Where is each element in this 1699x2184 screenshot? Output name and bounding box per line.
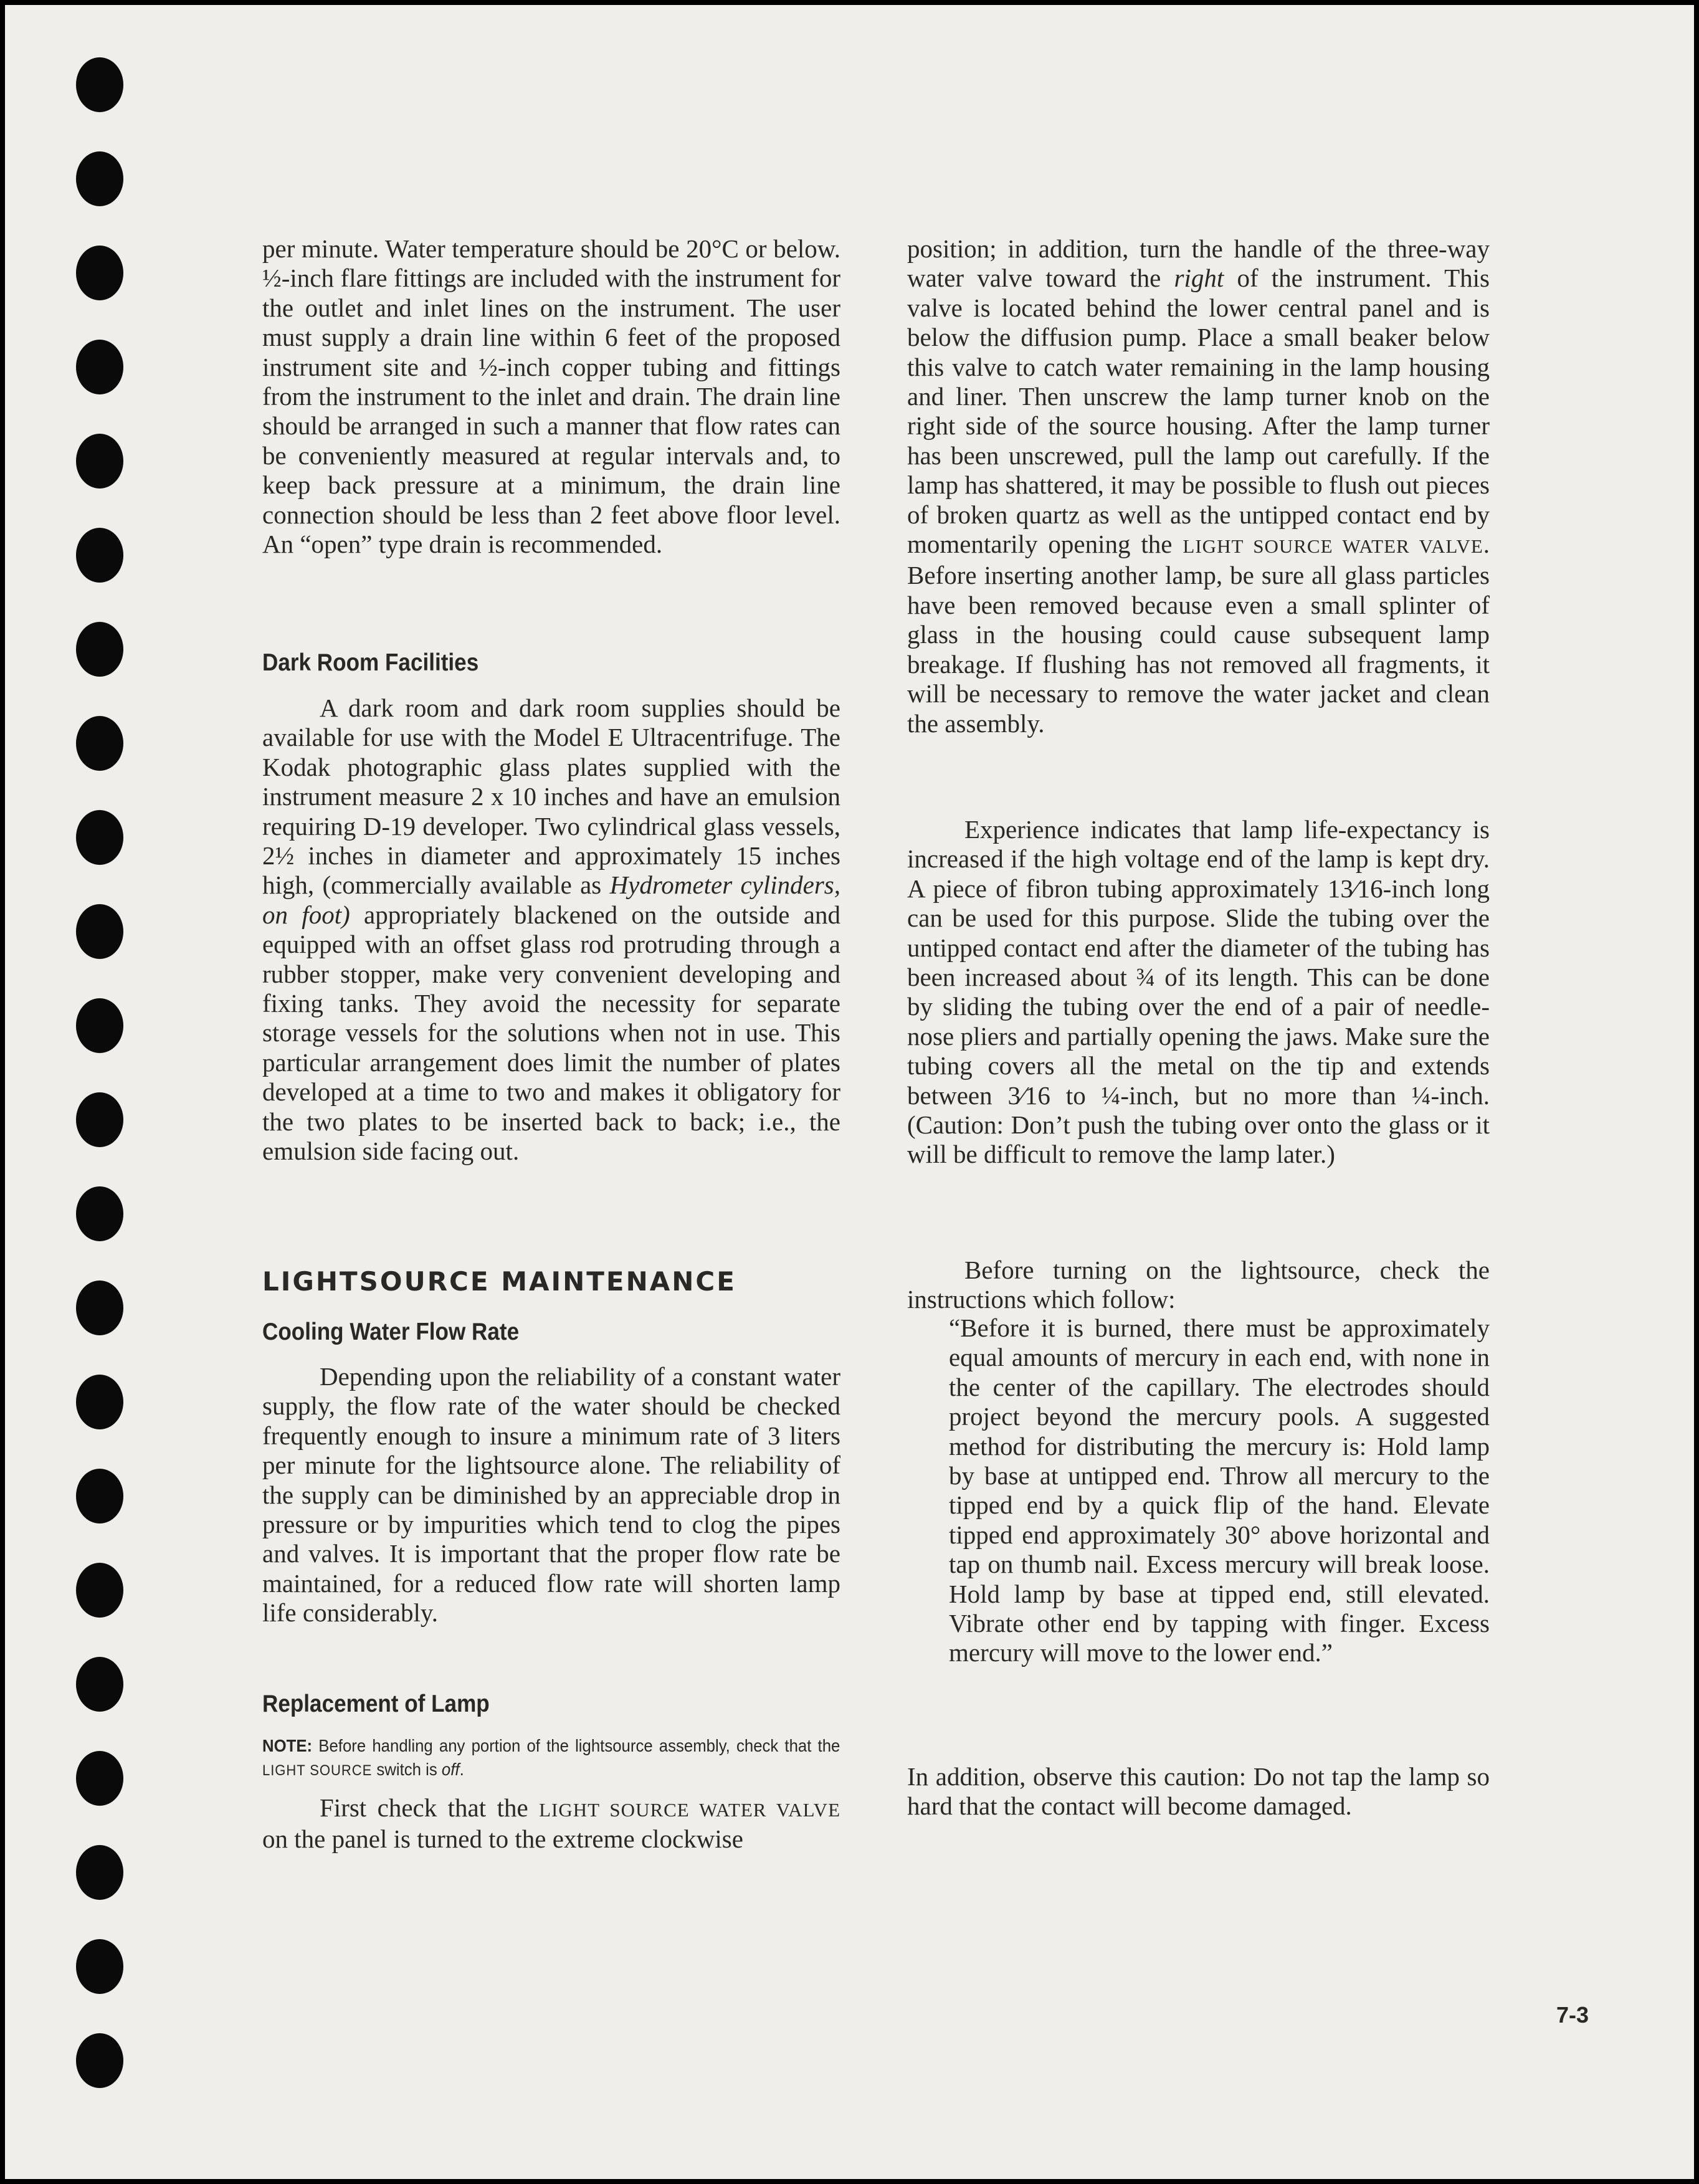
quoted-instructions: “Before it is burned, there must be approximately equal amounts of mercury in each end, with none in the center of the capillary. The electrodes should project beyond the mercury pools. A suggested method for distributing the mercury is: Hold lamp by base at untipped end. Throw all mercury to the tipped end by a quick flip of the hand. Elevate tipped end approximately 30° above horizontal and tap on thumb nail. Excess mercury will break loose. Hold lamp by base at tipped end, still elevated. Vibrate other end by tapping with finger. Excess mercury will move to the lower end.”: [949, 1314, 1490, 1667]
binder-hole: [76, 1186, 123, 1241]
section-title-lightsource-maintenance: LIGHTSOURCE MAINTENANCE: [262, 1266, 736, 1297]
paragraph-lamp-life: Experience indicates that lamp life-expectancy is increased if the high voltage end of the lamp is kept dry. A piece of fibron tubing approximately 13⁄16-inch long can be used for this purpose. Slide the tubing over the untipped contact end after the diameter of the tubing has been increased about ¾ of its length. This can be done by sliding the tubing over the end of a pair of needle-nose pliers and partially opening the jaws. Make sure the tubing covers all the metal on the tip and extends between 3⁄16 to ¼-inch, but no more than ¼-inch. (Caution: Don’t push the tubing over onto the glass or it will be difficult to remove the lamp later.): [907, 815, 1490, 1169]
paragraph-caution: In addition, observe this caution: Do not tap the lamp so hard that the contact will become damaged.: [907, 1762, 1490, 1821]
text: A dark room and dark room supplies should be available for use with the Model E Ultracentrifuge. The Kodak photographic glass plates supplied with the instrument measure 2 x 10 inches and have an emulsion requiring D-19 developer. Two cylindrical glass vessels, 2½ inches in diameter and approximately 15 inches high, (commercially available as: [262, 694, 840, 900]
paragraph-lamp-removal: [907, 234, 1490, 738]
binder-hole: [76, 1280, 123, 1335]
heading-dark-room-facilities: Dark Room Facilities: [262, 649, 479, 676]
text: .: [459, 1760, 464, 1779]
binder-hole: [76, 1092, 123, 1147]
binder-hole: [76, 810, 123, 865]
binder-hole: [76, 1939, 123, 1994]
binder-hole: [76, 1657, 123, 1712]
binder-hole: [76, 622, 123, 677]
binder-hole: [76, 1845, 123, 1900]
italic-text: off: [441, 1760, 460, 1779]
binder-hole: [76, 246, 123, 300]
italic-text: right: [1174, 264, 1224, 293]
text: switch is: [372, 1760, 442, 1779]
small-caps-text: LIGHT SOURCE: [262, 1762, 373, 1779]
small-caps-text: LIGHT SOURCE WATER VALVE: [1183, 535, 1483, 558]
paragraph-before-turning-on: Before turning on the lightsource, check the instructions which follow:: [907, 1256, 1490, 1314]
binder-hole: [76, 1469, 123, 1524]
italic-text: Hydrometer cylinders, on foot): [262, 870, 841, 929]
text: Before handling any portion of the lightsource assembly, check that the: [312, 1736, 840, 1755]
text: . Before inserting another lamp, be sure all glass particles have been removed because even a small splinter of glass in the housing could cause subsequent lamp breakage. If flushing has not removed all fragments, it will be necessary to remove the water jacket and clean the assembly.: [907, 530, 1490, 738]
binder-hole: [76, 1563, 123, 1618]
text: First check that the: [320, 1793, 540, 1822]
heading-replacement-of-lamp: Replacement of Lamp: [262, 1690, 490, 1717]
binder-hole: [76, 434, 123, 489]
small-caps-text: LIGHT SOURCE WATER VALVE: [539, 1799, 841, 1821]
text: on the panel is turned to the extreme clockwise: [262, 1824, 743, 1854]
binder-hole: [76, 1375, 123, 1429]
binder-hole: [76, 151, 123, 206]
heading-cooling-water-flow-rate: Cooling Water Flow Rate: [262, 1319, 520, 1345]
paragraph-cooling-water: Depending upon the reliability of a constant water supply, the flow rate of the water should be checked frequently enough to insure a minimum rate of 3 liters per minute for the lightsource alone. The reliability of the supply can be diminished by an appreciable drop in pressure or by impurities which tend to clog the pipes and valves. It is important that the proper flow rate be maintained, for a reduced flow rate will shorten lamp life considerably.: [262, 1362, 840, 1628]
text: of the instrument. This valve is located behind the lower central panel and is below the diffusion pump. Place a small beaker below this valve to catch water remaining in the lamp housing and liner. Then unscrew the lamp turner knob on the right side of the source housing. After the lamp turner has been unscrewed, pull the lamp out carefully. If the lamp has shattered, it may be possible to flush out pieces of broken quartz as well as the untipped contact end by momentarily opening the: [907, 264, 1490, 559]
paragraph-dark-room: [262, 694, 840, 1166]
binder-hole: [76, 57, 123, 112]
paragraph-first-check: [262, 1793, 840, 1854]
text: position; in addition, turn the handle of the three-way water valve toward the: [907, 234, 1490, 293]
paragraph-water-supply: per minute. Water temperature should be 20°C or below. ½-inch flare fittings are included with the instrument for the outlet and inlet lines on the instrument. The user must supply a drain line within 6 feet of the proposed instrument site and ½-inch copper tubing and fittings from the instrument to the inlet and drain. The drain line should be arranged in such a manner that flow rates can be conveniently measured at regular intervals and, to keep back pressure at a minimum, the drain line connection should be less than 2 feet above floor level. An “open” type drain is recommended.: [262, 234, 840, 559]
note-block: [262, 1734, 840, 1783]
binder-hole: [76, 1751, 123, 1806]
binder-hole: [76, 716, 123, 771]
document-page: [5, 5, 1694, 2179]
note-label: NOTE:: [262, 1736, 313, 1755]
binder-hole: [76, 2033, 123, 2088]
binder-hole: [76, 904, 123, 959]
page-number: 7-3: [1556, 2002, 1589, 2028]
binder-hole: [76, 528, 123, 583]
binder-hole: [76, 998, 123, 1053]
binder-hole: [76, 340, 123, 394]
text: appropriately blackened on the outside and equipped with an offset glass rod protruding through a rubber stopper, make very convenient developing and fixing tanks. They avoid the necessity for separate storage vessels for the solutions when not in use. This particular arrangement does limit the number of plates developed at a time to two and makes it obligatory for the two plates to be inserted back to back; i.e., the emulsion side facing out.: [262, 900, 840, 1166]
